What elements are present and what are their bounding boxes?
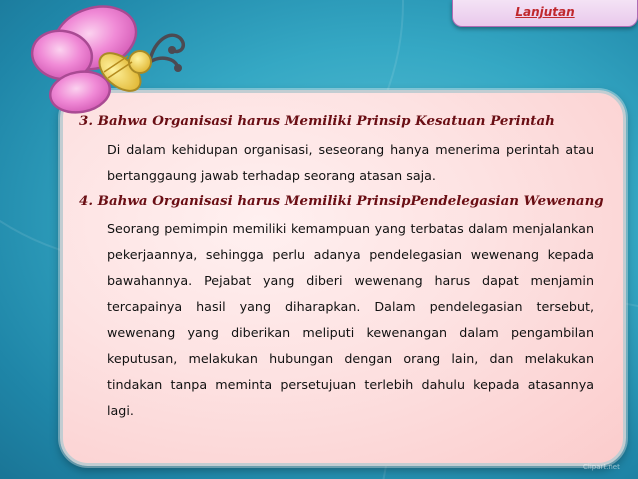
content-area [79,110,604,424]
lanjutan-tab[interactable] [452,0,638,27]
lanjutan-link[interactable]: Lanjutan [515,5,575,19]
section-4-heading: 4. Bahwa Organisasi harus Memiliki PrinsipPendelegasian Wewenang [79,193,604,209]
section-4-body: Seorang pemimpin memiliki kemampuan yang terbatas dalam menjalankan pekerjaannya, sehingga perlu adanya pendelegasian wewenang kepada bawahannya. Pejabat yang diberi wewenang harus dapat menjamin tercapainya hasil yang diharapkan. Dalam pendelegasian tersebut, wewenang yang diberikan meliputi kewenangan dalam pengambilan keputusan, melakukan hubungan dengan orang lain, dan melakukan tindakan tanpa meminta persetujuan terlebih dahulu kepada atasannya lagi. [107,221,594,418]
watermark-text: Clipart.net [583,463,620,471]
section-3-heading: 3. Bahwa Organisasi harus Memiliki Prinsip Kesatuan Perintah [79,113,555,129]
section-3-body: Di dalam kehidupan organisasi, seseorang hanya menerima perintah atau bertanggaung jawab terhadap seorang atasan saja. [107,142,594,183]
